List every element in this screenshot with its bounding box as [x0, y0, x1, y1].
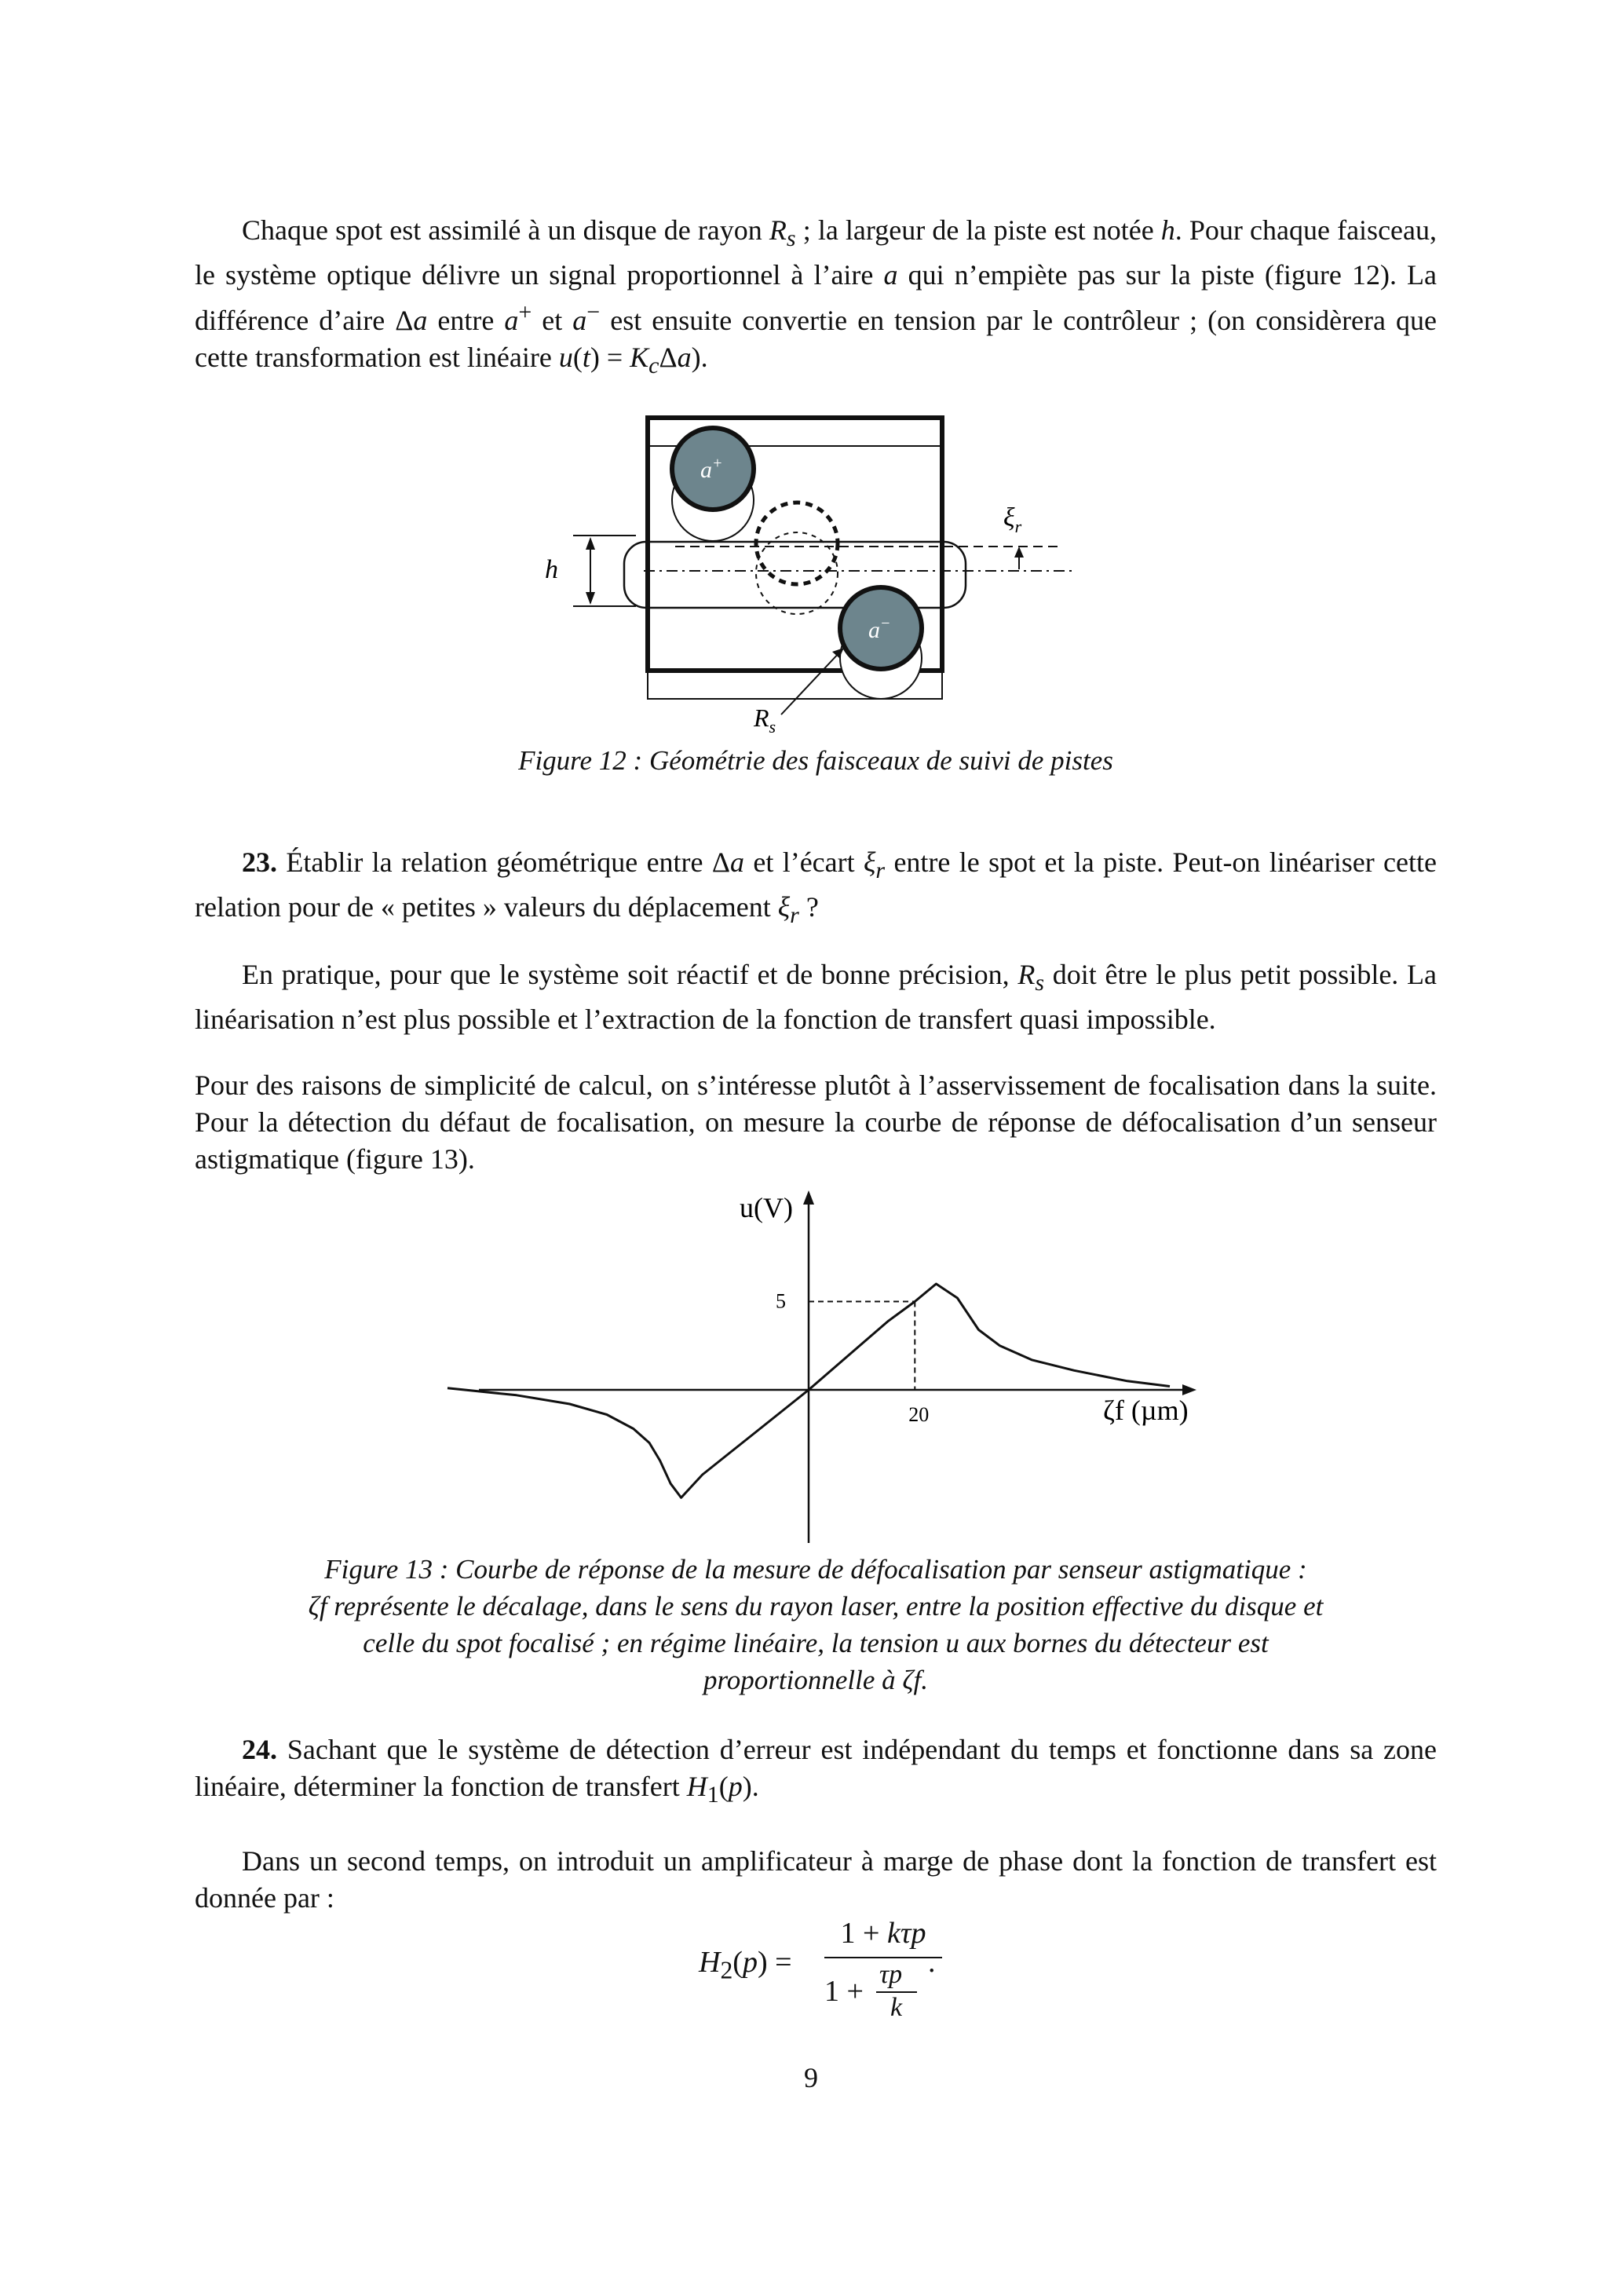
caption-line-3: celle du spot focalisé ; en régime linéaire, la tension u aux bornes du détecteur est [363, 1628, 1269, 1658]
paragraph-practice: En pratique, pour que le système soit réactif et de bonne précision, $R_s$ doit être le plus petit possible. La linéarisation n’est plus possible et l’extraction de la fonction de transfert quasi impossible. [195, 959, 1437, 1036]
label-a-plus: a+ [700, 455, 723, 483]
formula-den-prefix: 1 + [824, 1975, 864, 2008]
figure-12-caption: Figure 12 : Géométrie des faisceaux de suivi de pistes [518, 745, 1113, 776]
central-track [624, 542, 966, 608]
x-axis-label: ζf (µm) [1103, 1395, 1189, 1426]
formula-inner-denominator: k [890, 1993, 903, 2022]
paragraph-focus: Pour des raisons de simplicité de calcul, on s’intéresse plutôt à l’asservissement de focalisation dans la suite. Pour la détection du défaut de focalisation, on mesure la courbe de réponse de défocalisation d’un senseur astigmatique (figure 13). [195, 1069, 1437, 1175]
x-tick-label: 20 [908, 1403, 930, 1426]
formula-fraction-bar [824, 1957, 942, 1958]
question-23: 23. Établir la relation géométrique entre Δa et l’écart $\xi_r$ entre le spot et la piste. Peut-on linéariser cette relation pour de « petites » valeurs du déplacement $\xi_r$ ? [195, 846, 1437, 929]
figure-13-caption [195, 1551, 1437, 1698]
caption-line-2: ζf représente le décalage, dans le sens du rayon laser, entre la position effective du disque et [308, 1591, 1324, 1621]
focused-spot-shadow-circle [756, 532, 838, 614]
figure-13-chart [495, 1186, 1201, 1547]
label-xi-r: $\xi_r$ [1003, 503, 1022, 536]
text: Chaque spot est assimilé à un disque de rayon $R_s$ ; la largeur de la piste est notée h. Pour chaque faisceau, le système optique délivre un signal proportionnel à l’aire a qui n’empiète pas sur la piste (figure 12). La différence d’aire Δa entre a+ et a− est ensuite convertie en tension par le contrôleur ; (on considèrera que cette transformation est linéaire $u(t) = K_c\Delta a$). [195, 214, 1438, 379]
figure-12 [545, 408, 1115, 738]
x-axis-arrow [1182, 1384, 1196, 1395]
rs-leader-line [781, 650, 842, 715]
formula-trailing-dot: . [928, 1946, 936, 1979]
label-rs: $R_s$ [754, 704, 776, 737]
formula-inner-numerator: τp [879, 1960, 903, 1989]
caption-line-4: proportionnelle à ζf. [703, 1665, 929, 1695]
page-number: 9 [804, 2062, 818, 2093]
caption-line-1: Figure 13 : Courbe de réponse de la mesure de défocalisation par senseur astigmatique : [324, 1554, 1307, 1585]
y-axis-label: u(V) [740, 1192, 793, 1223]
h-arrow-down [586, 592, 595, 605]
label-a-minus: a− [868, 615, 891, 643]
xi-r-arrow-up [1014, 547, 1024, 558]
paragraph-intro [195, 212, 1437, 384]
question-24: 24. Sachant que le système de détection d’erreur est indépendant du temps et fonctionne dans sa zone linéaire, déterminer la fonction de transfert $H_1(p)$. [195, 1734, 1437, 1808]
y-axis-arrow [803, 1190, 814, 1205]
paragraph-amplifier: Dans un second temps, on introduit un amplificateur à marge de phase dont la fonction de transfert est donnée par : [195, 1845, 1437, 1914]
h-arrow-up [586, 537, 595, 550]
label-h: h [545, 555, 558, 584]
y-tick-label: 5 [776, 1289, 786, 1313]
question-number: 23. [242, 846, 277, 878]
formula-numerator: 1 + kτp [840, 1917, 926, 1950]
formula-lhs: $H_2(p)$ = [699, 1946, 792, 1984]
question-number: 24. [242, 1734, 277, 1765]
